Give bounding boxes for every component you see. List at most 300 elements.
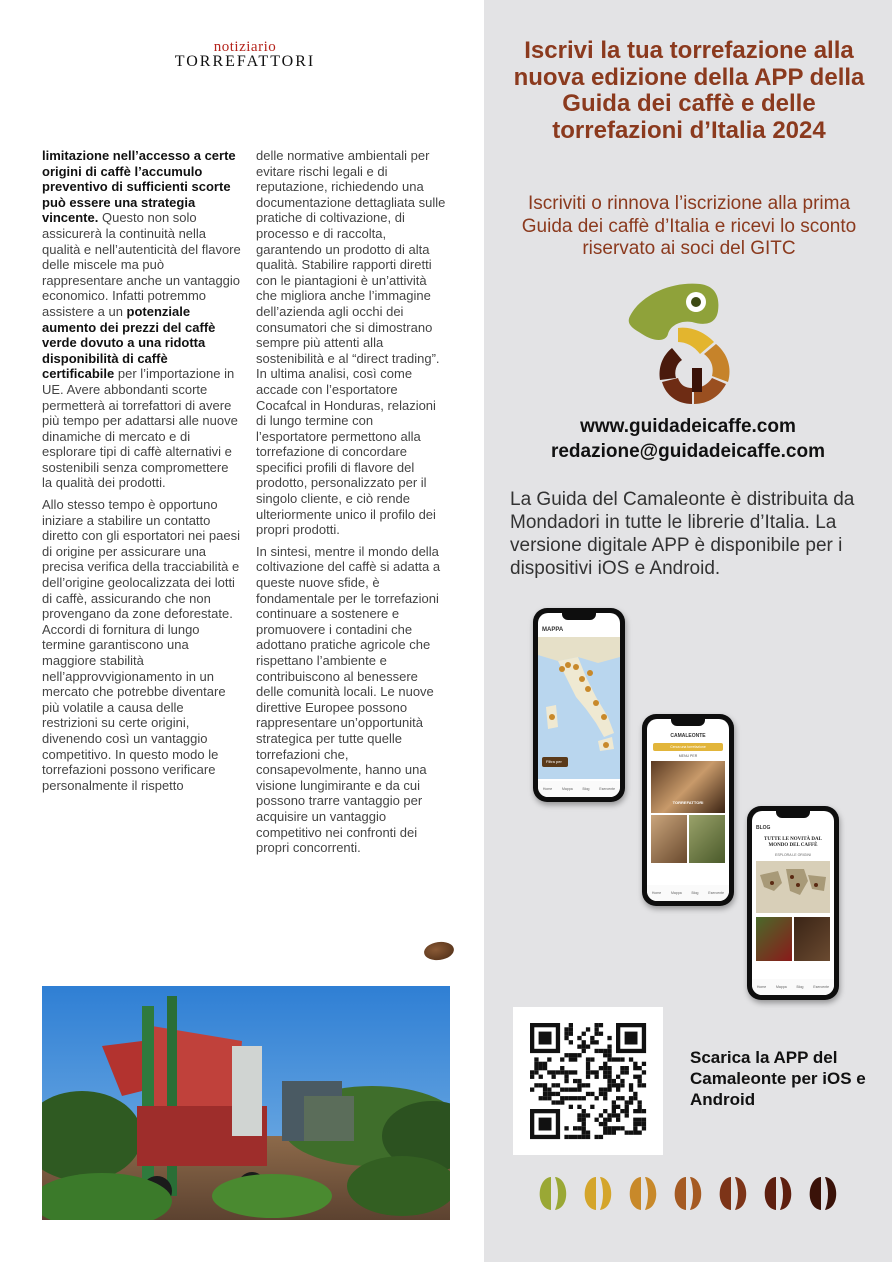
qr-module: [599, 1135, 603, 1139]
qr-module: [573, 1079, 577, 1083]
qr-finder: [539, 1032, 552, 1045]
qr-module: [603, 1122, 607, 1126]
qr-module: [590, 1105, 594, 1109]
qr-finder: [539, 1118, 552, 1131]
phone-screen: [752, 811, 834, 995]
qr-module: [577, 1088, 581, 1092]
qr-module: [620, 1109, 624, 1113]
tab-esercente[interactable]: Esercente: [599, 787, 616, 791]
qr-module: [547, 1088, 551, 1092]
qr-module: [625, 1109, 629, 1113]
qr-module: [633, 1131, 637, 1135]
tab-blog[interactable]: Blog: [582, 787, 590, 791]
tab-home[interactable]: Home: [756, 985, 767, 989]
qr-module: [569, 1032, 573, 1036]
qr-module: [612, 1109, 616, 1113]
blog-headline: TUTTE LE NOVITÀ DAL MONDO DEL CAFFÈ: [764, 837, 822, 848]
qr-module: [603, 1066, 607, 1070]
qr-module: [625, 1100, 629, 1104]
paragraph-text: per l’importazione in UE. Avere abbondanti scorte permetterà ai torrefattori di avere più tempo per adattarsi alle nuove dinamiche di mercato e di esplorare tipi di caffè alternativi e sostenibili senza compromettere la qualità dei prodotti.: [42, 366, 238, 491]
qr-module: [577, 1113, 581, 1117]
qr-module: [607, 1118, 611, 1122]
qr-module: [543, 1066, 547, 1070]
qr-module: [552, 1100, 556, 1104]
chameleon-logo-icon: [620, 276, 760, 406]
qr-module: [595, 1075, 599, 1079]
qr-module: [556, 1100, 560, 1104]
qr-module: [552, 1075, 556, 1079]
qr-module: [633, 1075, 637, 1079]
qr-caption: Scarica la APP del Camaleonte per iOS e Android: [690, 1048, 866, 1109]
qr-module: [543, 1083, 547, 1087]
blog-world-map: [756, 861, 830, 913]
coffee-bean-icon: [810, 1177, 837, 1210]
qr-module: [552, 1070, 556, 1074]
qr-module: [530, 1070, 534, 1074]
qr-module: [577, 1053, 581, 1057]
qr-module: [642, 1122, 646, 1126]
qr-module: [539, 1096, 543, 1100]
qr-module: [560, 1100, 564, 1104]
qr-module: [616, 1075, 620, 1079]
tab-blog[interactable]: Blog: [796, 985, 804, 989]
qr-module: [616, 1057, 620, 1061]
qr-module: [599, 1066, 603, 1070]
qr-module: [607, 1045, 611, 1049]
qr-module: [582, 1118, 586, 1122]
qr-module: [586, 1075, 590, 1079]
qr-module: [629, 1131, 633, 1135]
qr-module: [629, 1057, 633, 1061]
qr-module: [582, 1049, 586, 1053]
article-paragraph: delle normative ambientali per evitare rischi legali e di reputazione, richiedendo una documentazione dettagliata sulle pratiche di coltivazione, di processo e di raccolta, garantendo un prodotto di alta qualità. Stabilire rapporti diretti con le piantagioni è un’attività che migliora anche l’immagine dell’azienda agli occhi dei consumatori che si dimostrano sempre più attenti alla sostenibilità e al “direct trading”. In ultima analisi, così come accade con l’esportatore Cocafcal in Honduras, relazioni di lungo termine con l’esportatore permettono alla torrefazione di concordare specifici profili di flavore del prodotto, personalizzato per il singolo cliente, e ciò rende ulteriormente unico il profilo dei propri prodotti.: [256, 148, 446, 538]
qr-module: [642, 1126, 646, 1130]
qr-module: [577, 1126, 581, 1130]
qr-module: [633, 1109, 637, 1113]
qr-module: [595, 1023, 599, 1027]
qr-module: [625, 1070, 629, 1074]
qr-module: [569, 1023, 573, 1027]
blog-cherries-image: [756, 917, 792, 961]
qr-module: [564, 1079, 568, 1083]
qr-module: [607, 1070, 611, 1074]
qr-module: [547, 1057, 551, 1061]
qr-module: [612, 1105, 616, 1109]
map-tab-bar: [538, 781, 620, 797]
qr-module: [582, 1032, 586, 1036]
qr-module: [586, 1062, 590, 1066]
qr-module: [582, 1113, 586, 1117]
qr-module: [582, 1135, 586, 1139]
qr-module: [603, 1118, 607, 1122]
qr-module: [556, 1070, 560, 1074]
qr-module: [569, 1027, 573, 1031]
qr-module: [616, 1113, 620, 1117]
qr-module: [603, 1049, 607, 1053]
qr-module: [530, 1075, 534, 1079]
qr-module: [607, 1131, 611, 1135]
qr-module: [620, 1066, 624, 1070]
qr-module: [620, 1096, 624, 1100]
qr-module: [616, 1118, 620, 1122]
qr-module: [582, 1045, 586, 1049]
qr-module: [564, 1036, 568, 1040]
cam-search-bar[interactable]: Cerca una torrefazione: [653, 743, 723, 751]
qr-module: [603, 1053, 607, 1057]
qr-module: [573, 1057, 577, 1061]
qr-module: [577, 1105, 581, 1109]
qr-module: [595, 1070, 599, 1074]
tab-esercente[interactable]: Esercente: [708, 891, 725, 895]
qr-module: [599, 1049, 603, 1053]
qr-module: [573, 1096, 577, 1100]
qr-module: [560, 1096, 564, 1100]
qr-module: [625, 1105, 629, 1109]
tab-map[interactable]: Mappa: [776, 985, 787, 989]
cam-image-label: TORREFATTORI: [672, 800, 704, 805]
tab-home[interactable]: Home: [542, 787, 553, 791]
qr-module: [534, 1057, 538, 1061]
coffee-bean-icon: [765, 1177, 792, 1210]
qr-module: [590, 1040, 594, 1044]
qr-module: [534, 1083, 538, 1087]
coffee-bean-icon: [585, 1177, 612, 1210]
qr-module: [616, 1126, 620, 1130]
qr-module: [586, 1113, 590, 1117]
coffee-bean-icon: [630, 1177, 657, 1210]
qr-module: [629, 1083, 633, 1087]
qr-module: [547, 1096, 551, 1100]
qr-module: [577, 1079, 581, 1083]
promo-links: [500, 414, 876, 464]
qr-module: [612, 1100, 616, 1104]
qr-module: [629, 1088, 633, 1092]
qr-module: [552, 1092, 556, 1096]
cam-tab-bar: [647, 885, 729, 901]
bold-highlight: potenziale aumento dei prezzi del caffè verde dovuto a una ridotta disponibilità di caffè certificabile: [42, 303, 216, 382]
qr-module: [582, 1122, 586, 1126]
phone-camaleonte: [642, 714, 734, 906]
qr-module: [595, 1049, 599, 1053]
qr-module: [595, 1096, 599, 1100]
masthead: [150, 40, 340, 70]
qr-module: [603, 1062, 607, 1066]
qr-module: [595, 1027, 599, 1031]
qr-module: [603, 1092, 607, 1096]
qr-module: [620, 1126, 624, 1130]
qr-module: [642, 1083, 646, 1087]
qr-code-graphic: [513, 1007, 663, 1155]
qr-module: [629, 1100, 633, 1104]
qr-module: [577, 1045, 581, 1049]
qr-module: [638, 1083, 642, 1087]
blog-tab-bar: [752, 979, 834, 995]
qr-module: [599, 1023, 603, 1027]
harvester-illustration: [42, 986, 450, 1220]
qr-module: [564, 1075, 568, 1079]
qr-module: [569, 1105, 573, 1109]
qr-module: [633, 1066, 637, 1070]
qr-module: [569, 1057, 573, 1061]
qr-module: [603, 1126, 607, 1130]
qr-module: [595, 1118, 599, 1122]
qr-module: [633, 1126, 637, 1130]
qr-module: [642, 1062, 646, 1066]
qr-module: [586, 1027, 590, 1031]
qr-module: [534, 1066, 538, 1070]
qr-module: [603, 1131, 607, 1135]
qr-module: [603, 1109, 607, 1113]
qr-module: [607, 1079, 611, 1083]
qr-module: [582, 1109, 586, 1113]
promo-title: Iscrivi la tua torrefazione alla nuova edizione della APP della Guida dei caffè e delle torrefazioni d’Italia 2024: [513, 37, 865, 144]
qr-module: [638, 1075, 642, 1079]
qr-module: [616, 1105, 620, 1109]
phone-notch: [776, 811, 810, 818]
blog-screen-title: BLOG: [756, 825, 771, 831]
article-paragraph: In sintesi, mentre il mondo della coltivazione del caffè si adatta a queste nuove sfide, è fondamentale per le torrefazioni continuare a sostenere e promuovere i contadini che adottano pratiche agricole che rispettano l’ambiente e contribuiscono al benessere delle comunità locali. Le nuove direttive Europee possono rappresentare un’opportunità strategica per tutte quelle torrefazioni che, consapevolmente, hanno una visione lungimirante e da cui possono trarre vantaggio per acquisire un vantaggio competitivo nei confronti dei propri concorrenti.: [256, 543, 441, 856]
qr-module: [633, 1096, 637, 1100]
qr-module: [577, 1096, 581, 1100]
qr-module: [616, 1096, 620, 1100]
qr-module: [539, 1062, 543, 1066]
qr-module: [569, 1088, 573, 1092]
blog-subheadline: ESPLORA LE ORIGINI: [775, 853, 811, 857]
qr-module: [612, 1083, 616, 1087]
qr-module: [577, 1036, 581, 1040]
qr-module: [564, 1096, 568, 1100]
qr-module: [603, 1070, 607, 1074]
qr-module: [607, 1036, 611, 1040]
qr-module: [607, 1057, 611, 1061]
qr-module: [590, 1036, 594, 1040]
cam-latte-image: [651, 815, 687, 863]
qr-module: [573, 1126, 577, 1130]
tab-home[interactable]: Home: [651, 891, 662, 895]
qr-code[interactable]: [513, 1007, 663, 1155]
qr-module: [543, 1062, 547, 1066]
masthead-small: notiziario: [213, 39, 277, 55]
qr-module: [607, 1075, 611, 1079]
qr-module: [633, 1122, 637, 1126]
map-screen-title: MAPPA: [542, 627, 564, 633]
qr-module: [582, 1096, 586, 1100]
qr-module: [612, 1057, 616, 1061]
tab-map[interactable]: Mappa: [671, 891, 682, 895]
qr-module: [590, 1057, 594, 1061]
qr-module: [564, 1135, 568, 1139]
email-link[interactable]: redazione@guidadeicaffe.com: [550, 441, 826, 462]
qr-module: [586, 1070, 590, 1074]
qr-module: [539, 1083, 543, 1087]
bold-lead: limitazione nell’accesso a certe origini di caffè l’accumulo preventivo di sufficienti scorte può essere una strategia vincente.: [42, 148, 236, 226]
coffee-bean-icon: [720, 1177, 747, 1210]
qr-module: [620, 1057, 624, 1061]
harvester-photo: [42, 986, 450, 1220]
qr-module: [586, 1057, 590, 1061]
qr-module: [590, 1070, 594, 1074]
qr-module: [638, 1109, 642, 1113]
qr-module: [607, 1066, 611, 1070]
qr-module: [569, 1135, 573, 1139]
qr-module: [620, 1083, 624, 1087]
cam-coffee-image: [651, 761, 725, 813]
qr-module: [564, 1053, 568, 1057]
qr-module: [573, 1070, 577, 1074]
qr-module: [564, 1126, 568, 1130]
world-map-illustration: [756, 861, 830, 913]
coffee-bean-icon: [540, 1177, 567, 1210]
qr-module: [569, 1040, 573, 1044]
article-paragraph: Allo stesso tempo è opportuno iniziare a stabilire un contatto diretto con gli esportatori nei paesi di origine per assicurare una precisa verifica della tracciabilità e dell’origine geolocalizzata dei lotti di caffè, assicurando che non provengano da zone deforestate. Accordi di fornitura di lungo termine garantiscono una maggiore stabilità nell’approvvigionamento in un mercato che potrebbe diventare più volatile a causa delle restrizioni su certe origini, divenendo così un vantaggio competitivo. In questo modo le torrefazioni possono verificare personalmente il rispetto: [42, 497, 241, 793]
qr-module: [599, 1032, 603, 1036]
qr-module: [564, 1088, 568, 1092]
tab-blog[interactable]: Blog: [691, 891, 699, 895]
qr-module: [560, 1088, 564, 1092]
qr-module: [556, 1092, 560, 1096]
qr-module: [607, 1053, 611, 1057]
coffee-bean-end-mark-icon: [423, 940, 455, 962]
qr-module: [599, 1092, 603, 1096]
qr-module: [633, 1062, 637, 1066]
qr-module: [577, 1118, 581, 1122]
qr-module: [638, 1100, 642, 1104]
phone-notch: [671, 719, 705, 726]
qr-module: [638, 1122, 642, 1126]
qr-module: [607, 1049, 611, 1053]
qr-module: [530, 1088, 534, 1092]
qr-module: [547, 1070, 551, 1074]
qr-module: [603, 1096, 607, 1100]
qr-module: [586, 1131, 590, 1135]
qr-module: [569, 1053, 573, 1057]
qr-module: [547, 1092, 551, 1096]
qr-module: [599, 1088, 603, 1092]
qr-module: [586, 1066, 590, 1070]
distribution-text: La Guida del Camaleonte è distribuita da Mondadori in tutte le librerie d’Italia. La versione digitale APP è disponibile per i dispositivi iOS e Android.: [510, 489, 855, 579]
qr-module: [603, 1075, 607, 1079]
paragraph-text: Questo non solo assicurerà la continuità nella qualità e nell’autenticità del flavore delle miscele ma può rappresentare anche un vantaggio economico. Infatti potremmo assistere a un: [42, 210, 241, 319]
cam-plantation-image: [689, 815, 725, 863]
website-link[interactable]: www.guidadeicaffe.com: [580, 416, 796, 437]
qr-module: [625, 1066, 629, 1070]
qr-module: [599, 1113, 603, 1117]
blog-beans-image: [794, 917, 830, 961]
qr-module: [560, 1066, 564, 1070]
map-filter-button[interactable]: Filtra per: [546, 759, 562, 764]
qr-module: [569, 1070, 573, 1074]
qr-module: [633, 1092, 637, 1096]
qr-module: [543, 1092, 547, 1096]
qr-module: [620, 1079, 624, 1083]
qr-module: [534, 1062, 538, 1066]
qr-finder: [625, 1032, 638, 1045]
qr-module: [607, 1083, 611, 1087]
qr-module: [629, 1096, 633, 1100]
qr-module: [534, 1070, 538, 1074]
qr-module: [564, 1070, 568, 1074]
tab-map[interactable]: Mappa: [562, 787, 573, 791]
qr-module: [543, 1088, 547, 1092]
coffee-beans-row: [535, 1174, 845, 1214]
qr-module: [642, 1070, 646, 1074]
qr-module: [625, 1131, 629, 1135]
qr-module: [595, 1032, 599, 1036]
qr-module: [638, 1066, 642, 1070]
qr-module: [607, 1126, 611, 1130]
qr-module: [616, 1088, 620, 1092]
qr-module: [573, 1088, 577, 1092]
qr-module: [577, 1083, 581, 1087]
qr-module: [638, 1105, 642, 1109]
article-column-1: [42, 148, 242, 799]
qr-module: [595, 1135, 599, 1139]
qr-module: [564, 1027, 568, 1031]
qr-module: [633, 1118, 637, 1122]
qr-module: [612, 1131, 616, 1135]
qr-module: [577, 1135, 581, 1139]
qr-module: [595, 1040, 599, 1044]
qr-module: [599, 1122, 603, 1126]
qr-module: [552, 1083, 556, 1087]
qr-module: [607, 1113, 611, 1117]
qr-module: [560, 1057, 564, 1061]
cam-screen-title: CAMALEONTE: [670, 733, 706, 739]
italy-map: [538, 637, 620, 779]
qr-module: [586, 1045, 590, 1049]
qr-module: [612, 1113, 616, 1117]
qr-module: [638, 1079, 642, 1083]
qr-module: [590, 1092, 594, 1096]
qr-module: [573, 1135, 577, 1139]
phone-blog: [747, 806, 839, 1000]
qr-module: [625, 1113, 629, 1117]
qr-module: [586, 1135, 590, 1139]
promo-subtitle: Iscriviti o rinnova l’iscrizione alla prima Guida dei caffè d’Italia e ricevi lo sconto riservato ai soci del GITC: [521, 193, 857, 259]
phone-notch: [562, 613, 596, 620]
qr-module: [616, 1083, 620, 1087]
article-paragraph: [42, 148, 242, 491]
qr-module: [603, 1088, 607, 1092]
qr-module: [620, 1070, 624, 1074]
qr-module: [539, 1066, 543, 1070]
qr-module: [638, 1118, 642, 1122]
qr-module: [642, 1118, 646, 1122]
qr-module: [582, 1083, 586, 1087]
qr-module: [612, 1079, 616, 1083]
qr-module: [582, 1131, 586, 1135]
qr-module: [638, 1131, 642, 1135]
phone-screen: [538, 613, 620, 797]
tab-esercente[interactable]: Esercente: [813, 985, 830, 989]
qr-module: [607, 1088, 611, 1092]
qr-module: [586, 1092, 590, 1096]
phone-screen: [647, 719, 729, 901]
qr-module: [642, 1109, 646, 1113]
qr-module: [612, 1126, 616, 1130]
qr-module: [582, 1040, 586, 1044]
qr-module: [556, 1083, 560, 1087]
qr-module: [569, 1096, 573, 1100]
qr-module: [543, 1096, 547, 1100]
cam-section-label: MENU PER: [678, 754, 698, 758]
masthead-title: TORREFATTORI: [174, 53, 316, 70]
qr-module: [560, 1070, 564, 1074]
qr-module: [582, 1126, 586, 1130]
phone-map: [533, 608, 625, 802]
qr-module: [564, 1032, 568, 1036]
qr-module: [573, 1053, 577, 1057]
